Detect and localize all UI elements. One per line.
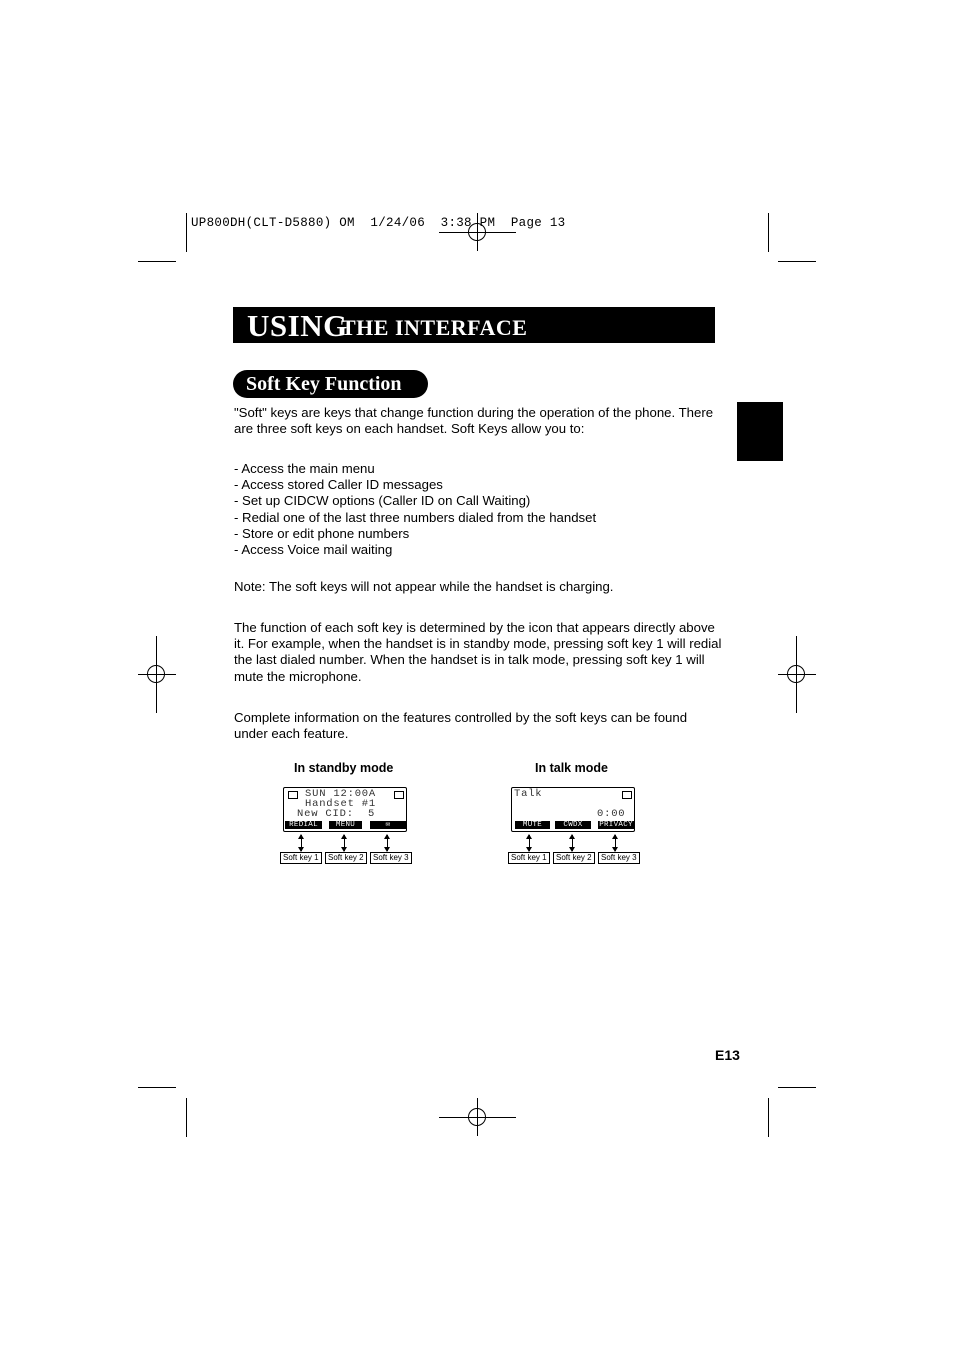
registration-circle [468, 1108, 486, 1126]
double-arrow-icon [615, 835, 616, 851]
mail-softkey [370, 821, 406, 829]
thumb-tab [737, 402, 783, 461]
double-arrow-icon [301, 835, 302, 851]
note-paragraph: Note: The soft keys will not appear while the handset is charging. [234, 579, 614, 594]
complete-paragraph: Complete information on the features controlled by the soft keys can be found under each feature. [234, 710, 688, 742]
intro-paragraph: "Soft" keys are keys that change function during the operation of the phone. There are three soft keys on each handset. Soft Keys allow you to: [234, 405, 714, 437]
standby-lcd-display [283, 787, 407, 832]
talk-line-1: Talk [514, 788, 543, 800]
standby-line-3: New CID: 5 [297, 808, 376, 820]
battery-icon [394, 791, 404, 799]
crop-mark [186, 1098, 187, 1137]
chapter-title-using: USING [247, 308, 348, 343]
list-item: - Redial one of the last three numbers dialed from the handset [234, 509, 597, 525]
soft-key-3-label: Soft key 3 [598, 852, 640, 864]
cwdx-softkey: CWDX [555, 821, 591, 829]
soft-key-1-label: Soft key 1 [280, 852, 322, 864]
registration-circle [787, 665, 805, 683]
double-arrow-icon [572, 835, 573, 851]
mute-softkey: MUTE [515, 821, 550, 829]
standby-mode-label: In standby mode [294, 761, 394, 775]
print-slug: UP800DH(CLT-D5880) OM 1/24/06 3:38 PM Page 13 [191, 216, 566, 230]
section-title: Soft Key Function [233, 370, 428, 398]
crop-mark [138, 261, 176, 262]
talk-lcd-display [511, 787, 635, 832]
registration-circle [147, 665, 165, 683]
menu-softkey: MENU [329, 821, 362, 829]
chapter-title-interface: THE INTERFACE [341, 315, 528, 340]
standby-line-2: Handset #1 [305, 798, 377, 810]
list-item: - Access the main menu [234, 461, 375, 476]
talk-timer: 0:00 [597, 808, 626, 820]
soft-key-3-label: Soft key 3 [370, 852, 412, 864]
list-item: - Access stored Caller ID messages [234, 477, 443, 493]
crop-mark [186, 213, 187, 252]
crop-mark [138, 1087, 176, 1088]
crop-mark [768, 1098, 769, 1137]
soft-key-2-label: Soft key 2 [325, 852, 367, 864]
function-paragraph: The function of each soft key is determined by the icon that appears directly above it. For example, when the handset is in standby mode, pressing soft key 1 will redial the last dialed number. When the handset is in talk mode, pressing soft key 1 will mute the microphone. [234, 620, 722, 684]
list-item: - Set up CIDCW options (Caller ID on Call Waiting) [234, 493, 531, 509]
standby-line-1: SUN 12:00A [305, 788, 377, 800]
double-arrow-icon [529, 835, 530, 851]
feature-list [234, 461, 596, 558]
redial-softkey: REDIAL [285, 821, 322, 829]
soft-key-2-label: Soft key 2 [553, 852, 595, 864]
list-item: - Store or edit phone numbers [234, 525, 410, 541]
crop-mark [778, 261, 816, 262]
battery-icon [622, 791, 632, 799]
soft-key-1-label: Soft key 1 [508, 852, 550, 864]
envelope-icon: ✉ [385, 821, 391, 829]
chapter-banner [233, 307, 715, 343]
crop-mark [778, 1087, 816, 1088]
double-arrow-icon [387, 835, 388, 851]
talk-mode-label: In talk mode [535, 761, 608, 775]
list-item: - Access Voice mail waiting [234, 542, 393, 558]
privacy-softkey: PRIVACY [599, 821, 633, 829]
phonebook-icon [288, 791, 298, 799]
page-number: E13 [715, 1047, 740, 1063]
crop-mark [768, 213, 769, 252]
double-arrow-icon [344, 835, 345, 851]
